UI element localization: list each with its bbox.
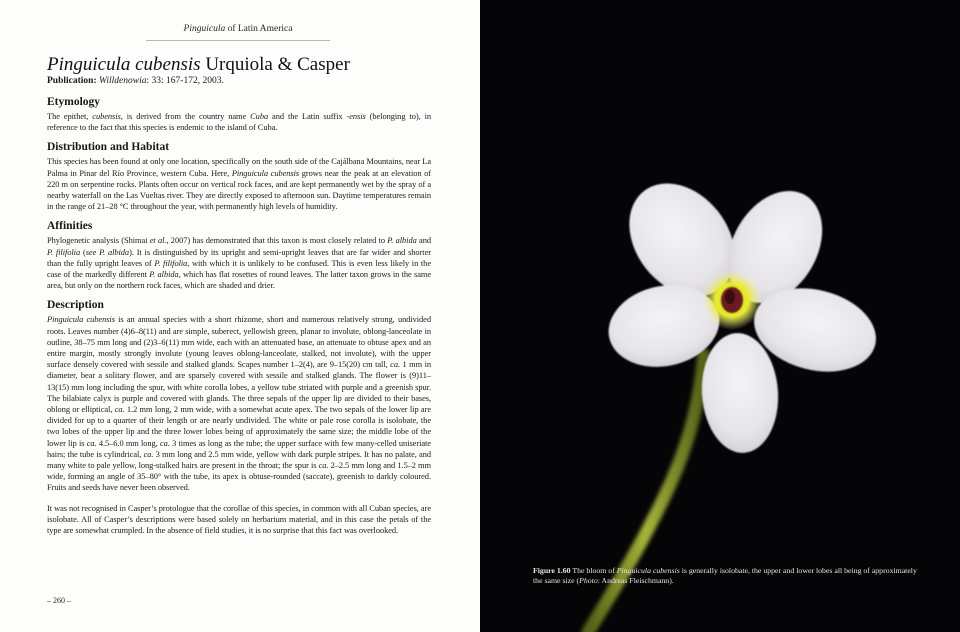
publication-journal: Willdenowia <box>96 76 147 86</box>
heading-distribution: Distribution and Habitat <box>47 141 170 154</box>
publication-label: Publication: <box>47 76 97 86</box>
publication-line <box>47 75 431 87</box>
species-name: Pinguicula cubensis <box>47 54 201 75</box>
etymology-paragraph: The epithet, cubensis, is derived from the country name Cuba and the Latin suffix -ensis (belonging to), in reference to the fact that this species is endemic to the island of Cuba. <box>47 112 431 133</box>
figure-caption: Figure 1.60 The bloom of Pinguicula cubensis is generally isolobate, the upper and lower lobes all being of approximately the same size (Photo: Andreas Fleischmann). <box>533 566 917 585</box>
page-title <box>47 54 431 75</box>
running-head-genus: Pinguicula <box>183 24 226 34</box>
flower-stem <box>588 355 704 632</box>
page-number: – 260 – <box>47 596 71 605</box>
figure-label: Figure 1.60 <box>533 566 571 575</box>
heading-description: Description <box>47 299 104 312</box>
description-paragraph: Pinguicula cubensis is an annual species with a short rhizome, short and numerous relatively strong, undivided roots. Leaves number (4)6–8(11) and are simple, suberect, yellowish green, planar to involute, oblong-lanceolate in outline, 38–75 mm long and (2)3–6(11) mm wide, each with an attenuated base, an attenuate to obtuse apex and an entire margin, mostly strongly involute (young leaves oblong-lanceolate, stalked, not involute), with the upper surface densely covered with sessile and stalked glands. Scapes number 1–2(4), are 9–15(20) cm tall, ca. 1 mm in diameter, bear a solitary flower, and are sparsely covered with sessile and stalked glands. The flower is (9)11–13(15) mm long including the spur, with white corolla lobes, a yellow tube striated with purple and a greenish spur. The bilabiate calyx is purple and covered with glands. The three sepals of the upper lip are divided to their bases, oblong or elliptical, ca. 1.2 mm long, 2 mm wide, with a somewhat acute apex. The two sepals of the lower lip are divided for up to a quarter of their length or are nearly undivided. The white or pale rose corolla is isolobate, the two lobes of the upper lip and the three lower lobes being of approximately the same size; the middle lobe of the lower lip is ca. 4.5–6.0 mm long, ca. 3 times as long as the tube; the upper surface with few many-celled uniseriate hairs; the tube is cylindrical, ca. 3 mm long and 2.5 mm wide, yellow with dark purple stripes. It has no palate, and many white to pale yellow, long-stalked hairs are present in the throat; the spur is ca. 2–2.5 mm long and 1.5–2 mm wide, forming an angle of 35–80° with the tube, its apex is obtuse-rounded (saccate), greenish to darkly coloured. Fruits and seeds have never been observed. <box>47 315 431 493</box>
heading-affinities: Affinities <box>47 220 93 233</box>
flower-photo <box>480 0 960 632</box>
page-content <box>47 54 431 536</box>
description-note-paragraph: It was not recognised in Casper’s protologue that the corollae of this species, in common with all Cuban species, are isolobate. All of Casper’s descriptions were based solely on herbarium material, and in this case the petals of the type are somewhat crumpled. In the absence of field studies, it is no surprise that this fact was overlooked. <box>47 503 431 536</box>
right-page-photo <box>480 0 960 632</box>
distribution-paragraph: This species has been found at only one location, specifically on the south side of the Cajálbana Mountains, near La Palma in Pinar del Río Province, western Cuba. Here, Pinguicula cubensis grows near the peak at an elevation of 220 m on serpentine rocks. Plants often occur on vertical rock faces, and are kept permanently wet by the spray of a nearby waterfall on the Las Vueltas river. They are directly exposed to afternoon sun. Daytime temperatures remain in the range of 21–28 °C throughout the year, with permanently high levels of humidity. <box>47 157 432 212</box>
heading-etymology: Etymology <box>47 96 101 108</box>
species-authority: Urquiola & Casper <box>200 54 350 75</box>
running-head <box>146 24 330 34</box>
running-head-text: of Latin America <box>225 24 293 34</box>
publication-citation: : 33: 167-172, 2003. <box>146 76 224 86</box>
header-rule <box>146 40 330 41</box>
affinities-paragraph: Phylogenetic analysis (Shimai et al., 2007) has demonstrated that this taxon is most closely related to P. albida and P. filifolia (see P. albida). It is distinguished by its upright and semi-upright leaves that are far wider and shorter than the fully upright leaves of P. filifolia, with which it is unlikely to be confused. This is even less likely in the case of the markedly different P. albida, which has flat rosettes of round leaves. The latter taxon grows in the same area, but only on the northern rock faces, which are shaded and drier. <box>47 236 431 291</box>
